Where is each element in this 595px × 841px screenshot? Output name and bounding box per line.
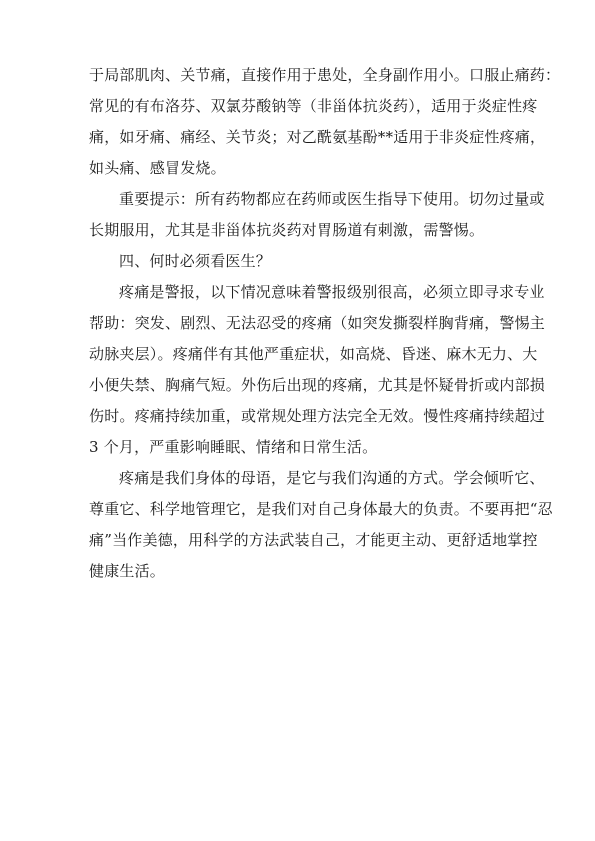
text-line: 痛”当作美德，用科学的方法武装自己，才能更主动、更舒适地掌控 <box>89 531 538 549</box>
text-line: 疼痛是警报，以下情况意味着警报级别很高，必须立即寻求专业 <box>119 283 545 301</box>
section-heading: 四、何时必须看医生？ <box>119 252 272 270</box>
text-line: 动脉夹层）。疼痛伴有其他严重症状，如高烧、昏迷、麻木无力、大 <box>89 345 538 363</box>
text-line: 常见的有布洛芬、双氯芬酸钠等（非甾体抗炎药），适用于炎症性疼 <box>89 97 538 115</box>
text-line: 帮助：突发、剧烈、无法忍受的疼痛（如突发撕裂样胸背痛，警惕主 <box>89 314 546 332</box>
text-line: 尊重它、科学地管理它，是我们对自己身体最大的负责。不要再把“忍 <box>89 500 553 518</box>
text-line: 长期服用，尤其是非甾体抗炎药对胃肠道有刺激，需警惕。 <box>89 221 485 239</box>
text-line: 重要提示：所有药物都应在药师或医生指导下使用。切勿过量或 <box>119 190 545 208</box>
paragraph-important-note <box>89 184 545 246</box>
text-line: 于局部肌肉、关节痛，直接作用于患处，全身副作用小。口服止痛药： <box>89 66 561 84</box>
section-heading-when-to-see-doctor <box>89 246 519 277</box>
document-body <box>89 60 561 587</box>
text-line: 健康生活。 <box>89 562 166 580</box>
text-line: 小便失禁、胸痛气短。外伤后出现的疼痛，尤其是怀疑骨折或内部损 <box>89 376 546 394</box>
text-line: 伤时。疼痛持续加重，或常规处理方法完全无效。慢性疼痛持续超过 <box>89 407 546 425</box>
text-line: 3 个月，严重影响睡眠、情绪和日常生活。 <box>89 438 378 456</box>
text-line: 疼痛是我们身体的母语，是它与我们沟通的方式。学会倾听它、 <box>119 469 545 487</box>
text-line: 如头痛、感冒发烧。 <box>89 159 226 177</box>
paragraph-conclusion <box>89 463 553 587</box>
text-line: 痛，如牙痛、痛经、关节炎；对乙酰氨基酚**适用于非炎症性疼痛， <box>89 128 546 146</box>
paragraph-medication-types <box>89 60 561 184</box>
paragraph-warning-signs <box>89 277 546 463</box>
